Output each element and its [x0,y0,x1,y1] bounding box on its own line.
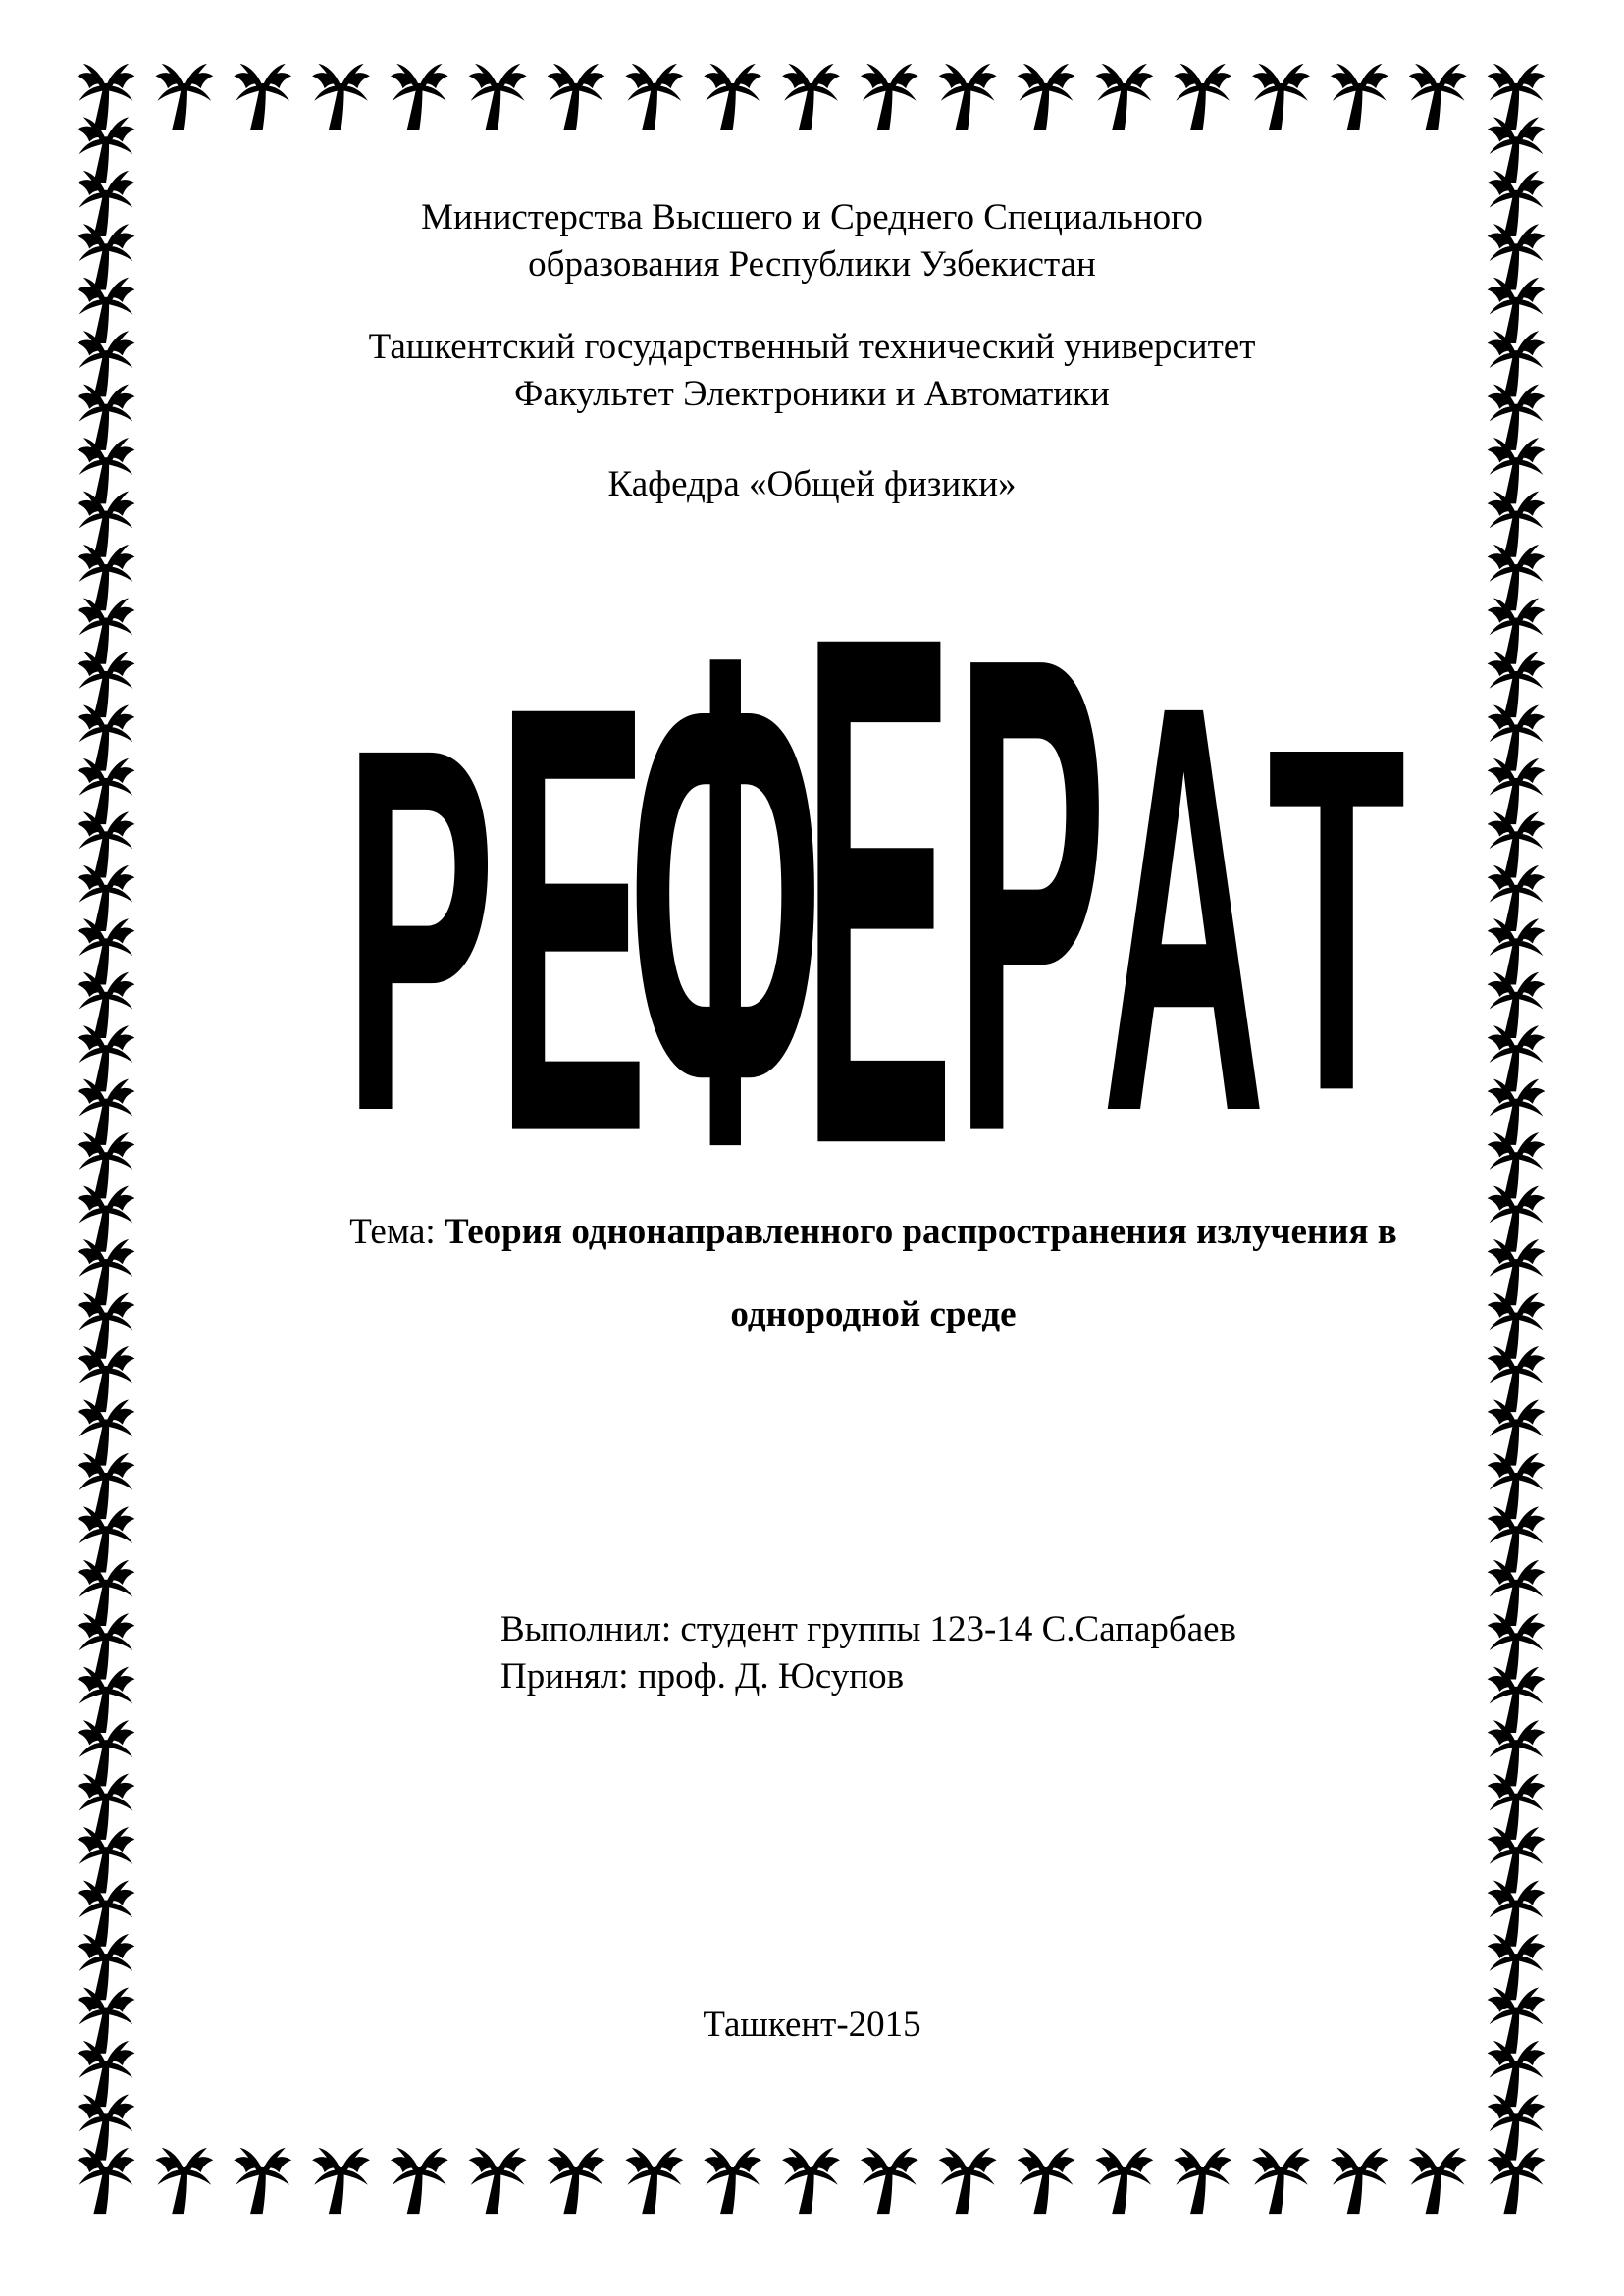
title-letter: Е [497,579,649,1258]
chair-name: Кафедра «Общей физики» [607,464,1017,504]
title-letter: Е [802,484,955,1297]
title-letter: А [1101,584,1266,1232]
city-year-block [0,2002,1624,2049]
university-name: Ташкентский государственный технический университет [368,327,1256,367]
title-letter: Р [955,516,1107,1275]
title-letter: Т [1267,646,1406,1193]
title-letter: Ф [628,511,822,1289]
ministry-line-1: Министерства Высшего и Среднего Специального [421,197,1203,237]
theme-block [285,1209,1462,1338]
theme-title-line-2: однородной среде [730,1294,1017,1334]
accepted-by: Принял: проф. Д. Юсупов [500,1656,905,1696]
ministry-line-2: образования Республики Узбекистан [528,244,1096,285]
faculty-name: Факультет Электроники и Автоматики [514,374,1110,414]
theme-title-line-1: Теория однонаправленного распространения излучения в [444,1212,1397,1252]
city-year: Ташкент-2015 [703,2005,921,2045]
title-letter: Р [343,641,496,1220]
performers-block [500,1606,1236,1700]
performed-by: Выполнил: студент группы 123-14 С.Сапарбаев [500,1609,1237,1649]
theme-line-1 [285,1209,1462,1256]
theme-label: Тема: [349,1212,436,1252]
